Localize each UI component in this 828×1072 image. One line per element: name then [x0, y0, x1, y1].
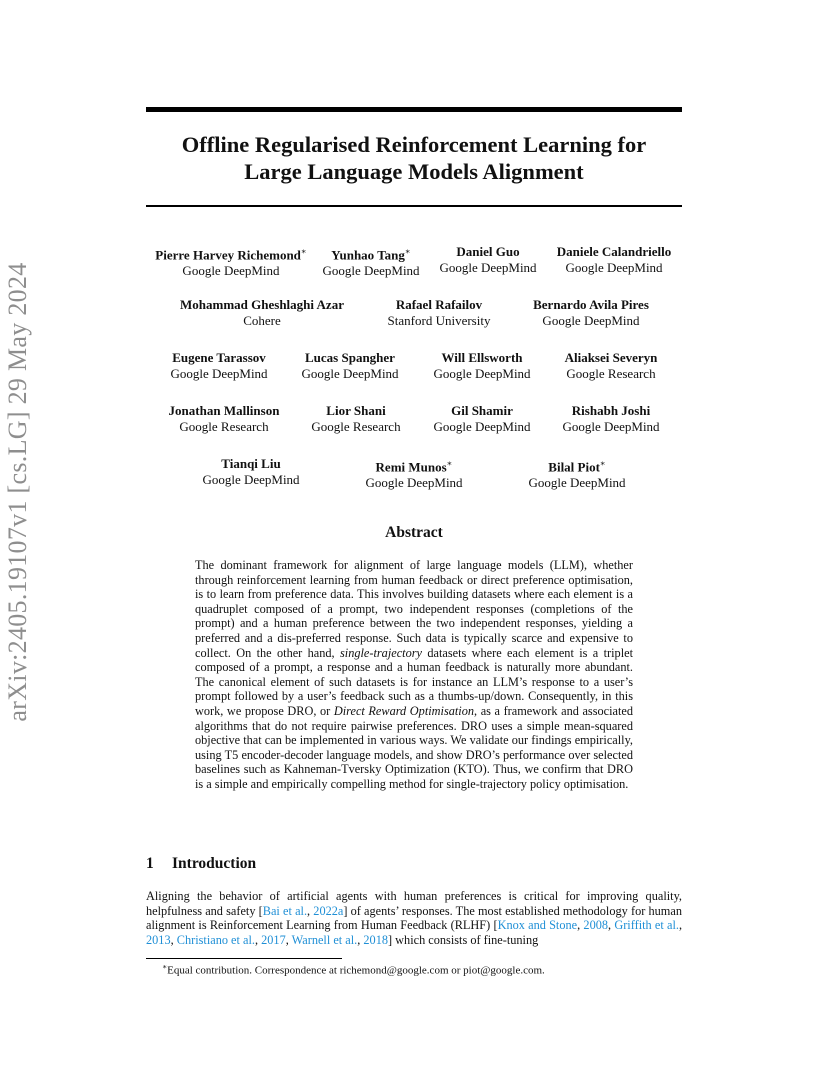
author-affiliation: Google DeepMind [433, 418, 531, 434]
arxiv-identifier-text: arXiv:2405.19107v1 [cs.LG] 29 May 2024 [3, 262, 32, 722]
author-name: Remi Munos [375, 459, 447, 475]
author-name: Will Ellsworth [441, 350, 523, 365]
author-name: Lucas Spangher [305, 350, 395, 365]
introduction-paragraph: Aligning the behavior of artificial agents with human preferences is critical for improving quality, helpfulness and safety [Bai et al., 2022a] of agents’ responses. The most established methodology for human alignment is Reinforcement Learning from Human Feedback (RLHF) [Knox and Stone, 2008, Griffith et al., 2013, Christiano et al., 2017, Warnell et al., 2018] which consists of fine-tuning [146, 889, 683, 947]
author-entry [169, 403, 280, 434]
author-name: Bilal Piot [548, 459, 600, 475]
author-affiliation: Google DeepMind [565, 259, 663, 275]
author-affiliation: Google DeepMind [528, 474, 626, 490]
author-entry [180, 297, 344, 328]
author-name: Rishabh Joshi [571, 403, 651, 418]
equal-contribution-mark: ∗ [446, 458, 453, 468]
abstract-emphasis: Direct Reward Optimisation [333, 703, 475, 718]
author-entry [388, 297, 491, 328]
title-top-rule [146, 107, 682, 112]
author-affiliation: Google Research [179, 418, 269, 434]
author-affiliation: Google DeepMind [301, 365, 399, 381]
author-entry [202, 456, 299, 487]
author-entry [557, 244, 671, 275]
citation-link[interactable]: Griffith et al. [614, 918, 679, 933]
title-line-1: Offline Regularised Reinforcement Learning for [181, 132, 647, 157]
author-name: Bernardo Avila Pires [533, 297, 649, 312]
paper-title [146, 131, 682, 185]
section-title: Introduction [172, 855, 257, 872]
author-affiliation: Google DeepMind [202, 471, 300, 487]
citation-link[interactable]: Bai et al. [262, 903, 308, 918]
author-entry [365, 456, 462, 490]
author-name: Jonathan Mallinson [168, 403, 280, 418]
author-affiliation: Google DeepMind [433, 365, 531, 381]
citation-link[interactable]: 2017 [261, 932, 286, 947]
author-affiliation: Cohere [243, 312, 281, 328]
author-entry [322, 244, 419, 278]
abstract-emphasis: single-trajectory [340, 645, 422, 660]
citation-link[interactable]: Knox and Stone [497, 918, 578, 933]
section-number: 1 [146, 855, 154, 872]
citation-link[interactable]: Christiano et al. [176, 932, 255, 947]
equal-contribution-mark: ∗ [300, 246, 307, 256]
equal-contribution-mark: ∗ [404, 246, 411, 256]
footnote-rule [146, 958, 342, 959]
author-affiliation: Google DeepMind [322, 262, 420, 278]
author-name: Daniel Guo [456, 244, 520, 259]
author-affiliation: Google DeepMind [170, 365, 268, 381]
author-entry [562, 403, 659, 434]
section-heading-introduction [146, 855, 256, 873]
title-line-2: Large Language Models Alignment [244, 159, 584, 184]
author-affiliation: Google DeepMind [365, 474, 463, 490]
author-name: Daniele Calandriello [556, 244, 672, 259]
author-name: Aliaksei Severyn [564, 350, 658, 365]
author-entry [311, 403, 400, 434]
author-affiliation: Google DeepMind [562, 418, 660, 434]
author-name: Eugene Tarassov [172, 350, 266, 365]
author-name: Pierre Harvey Richemond [155, 247, 301, 263]
author-entry [528, 456, 625, 490]
author-name: Lior Shani [326, 403, 386, 418]
footnote-mark: ∗ [162, 962, 168, 971]
abstract-text: The dominant framework for alignment of large language models (LLM), whether through reinforcement learning from human feedback or direct preference optimisation, is to learn from preference data. This involves building datasets where each element is a quadruplet composed of a prompt, two independent responses (completions of the prompt) and a human preference between the two independent responses, yielding a preferred and a dis-preferred response. Such data is typically scarce and expensive to collect. On the other hand, single-trajectory datasets where each element is a triplet composed of a prompt, a response and a human feedback is naturally more abundant. The canonical element of such datasets is for instance an LLM’s response to a user’s prompt followed by a user’s feedback such as a thumbs-up/down. Consequently, in this work, we propose DRO, or Direct Reward Optimisation, as a framework and associated algorithms that do not require pairwise preferences. DRO uses a simple mean-squared objective that can be implemented in various ways. We validate our findings empirically, using T5 encoder-decoder language models, and show DRO’s performance over selected baselines such as Kahneman-Tversky Optimization (KTO). Thus, we confirm that DRO is a simple and empirically compelling method for single-trajectory policy optimisation. [195, 558, 633, 791]
title-bottom-rule [146, 205, 682, 207]
author-affiliation: Google DeepMind [439, 259, 537, 275]
author-entry [533, 297, 649, 328]
author-entry [433, 403, 530, 434]
citation-link[interactable]: 2018 [363, 932, 388, 947]
author-affiliation: Google DeepMind [542, 312, 640, 328]
citation-link[interactable]: 2022a [313, 903, 344, 918]
footnote [162, 962, 545, 977]
equal-contribution-mark: ∗ [599, 458, 606, 468]
author-entry [439, 244, 536, 275]
author-entry [433, 350, 530, 381]
author-entry [170, 350, 267, 381]
author-name: Tianqi Liu [221, 456, 281, 471]
author-entry [301, 350, 398, 381]
abstract-heading: Abstract [385, 524, 443, 541]
author-affiliation: Stanford University [387, 312, 491, 328]
author-name: Yunhao Tang [331, 247, 405, 263]
citation-link[interactable]: 2008 [583, 918, 609, 933]
author-entry [155, 244, 306, 278]
footnote-text: Equal contribution. Correspondence at richemond@google.com or piot@google.com. [167, 964, 545, 977]
author-name: Gil Shamir [451, 403, 513, 418]
author-affiliation: Google DeepMind [182, 262, 280, 278]
author-affiliation: Google Research [566, 365, 656, 381]
author-entry [565, 350, 658, 381]
author-affiliation: Google Research [311, 418, 401, 434]
author-name: Mohammad Gheshlaghi Azar [180, 297, 344, 312]
citation-link[interactable]: 2013 [146, 932, 171, 947]
citation-link[interactable]: Warnell et al. [291, 932, 358, 947]
author-name: Rafael Rafailov [395, 297, 483, 312]
